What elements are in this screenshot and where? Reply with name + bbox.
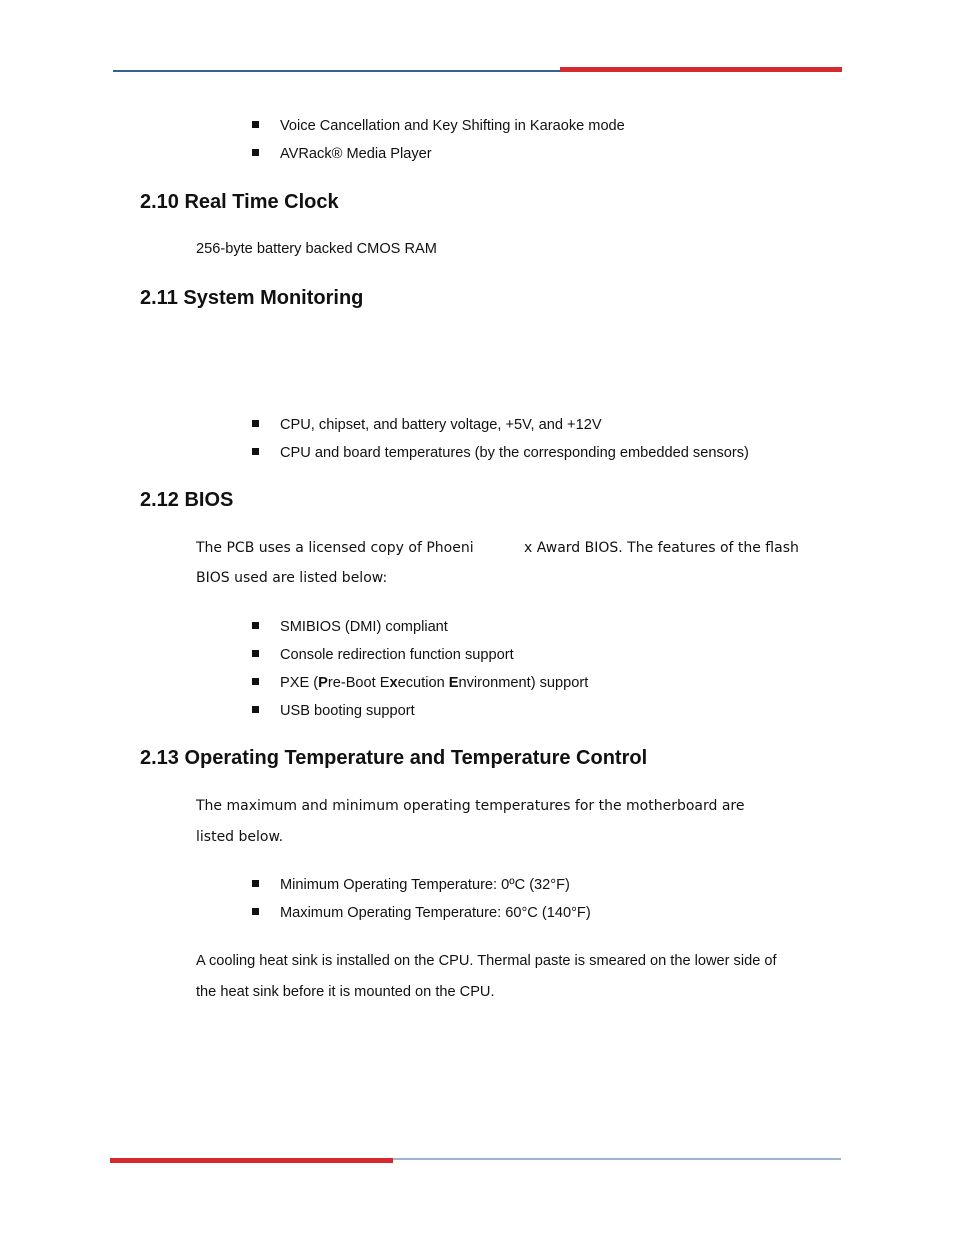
- header-rule-blue: [113, 70, 560, 72]
- black-square-icon: [252, 678, 259, 685]
- header-rule-red: [560, 67, 842, 72]
- black-square-icon: [252, 706, 259, 713]
- black-square-icon: [252, 420, 259, 427]
- footer-rule-blue: [393, 1158, 841, 1160]
- list-item: Console redirection function support: [252, 646, 514, 664]
- bios-paragraph-line-1a: The PCB uses a licensed copy of Phoeni: [196, 540, 474, 556]
- section-heading-bios: 2.12 BIOS: [140, 489, 234, 511]
- bios-paragraph-line-1b: x Award BIOS. The features of the flash: [524, 540, 799, 556]
- black-square-icon: [252, 622, 259, 629]
- bios-paragraph-line-2: BIOS used are listed below:: [196, 570, 388, 586]
- list-item: CPU, chipset, and battery voltage, +5V, and +12V: [252, 416, 602, 434]
- black-square-icon: [252, 149, 259, 156]
- black-square-icon: [252, 121, 259, 128]
- footer-rule-red: [110, 1158, 393, 1163]
- list-item: Voice Cancellation and Key Shifting in Karaoke mode: [252, 117, 625, 135]
- list-item: USB booting support: [252, 702, 415, 720]
- black-square-icon: [252, 880, 259, 887]
- temperature-paragraph-line-2: listed below.: [196, 829, 284, 845]
- temperature-paragraph-line-1: The maximum and minimum operating temperatures for the motherboard are: [196, 798, 745, 814]
- list-item: Maximum Operating Temperature: 60°C (140°F): [252, 904, 591, 922]
- list-item: AVRack® Media Player: [252, 145, 432, 163]
- rtc-description: 256-byte battery backed CMOS RAM: [196, 241, 437, 257]
- section-heading-rtc: 2.10 Real Time Clock: [140, 191, 339, 213]
- section-heading-temperature: 2.13 Operating Temperature and Temperature Control: [140, 747, 648, 769]
- list-item: SMIBIOS (DMI) compliant: [252, 618, 448, 636]
- cooling-paragraph-line-1: A cooling heat sink is installed on the CPU. Thermal paste is smeared on the lower side of: [196, 953, 777, 969]
- cooling-paragraph-line-2: the heat sink before it is mounted on the CPU.: [196, 984, 495, 1000]
- list-item-pxe: PXE (Pre-Boot Execution Environment) support: [252, 674, 588, 692]
- section-heading-monitoring: 2.11 System Monitoring: [140, 287, 364, 309]
- black-square-icon: [252, 650, 259, 657]
- black-square-icon: [252, 908, 259, 915]
- black-square-icon: [252, 448, 259, 455]
- list-item: Minimum Operating Temperature: 0ºC (32°F): [252, 876, 570, 894]
- list-item: CPU and board temperatures (by the corresponding embedded sensors): [252, 444, 749, 462]
